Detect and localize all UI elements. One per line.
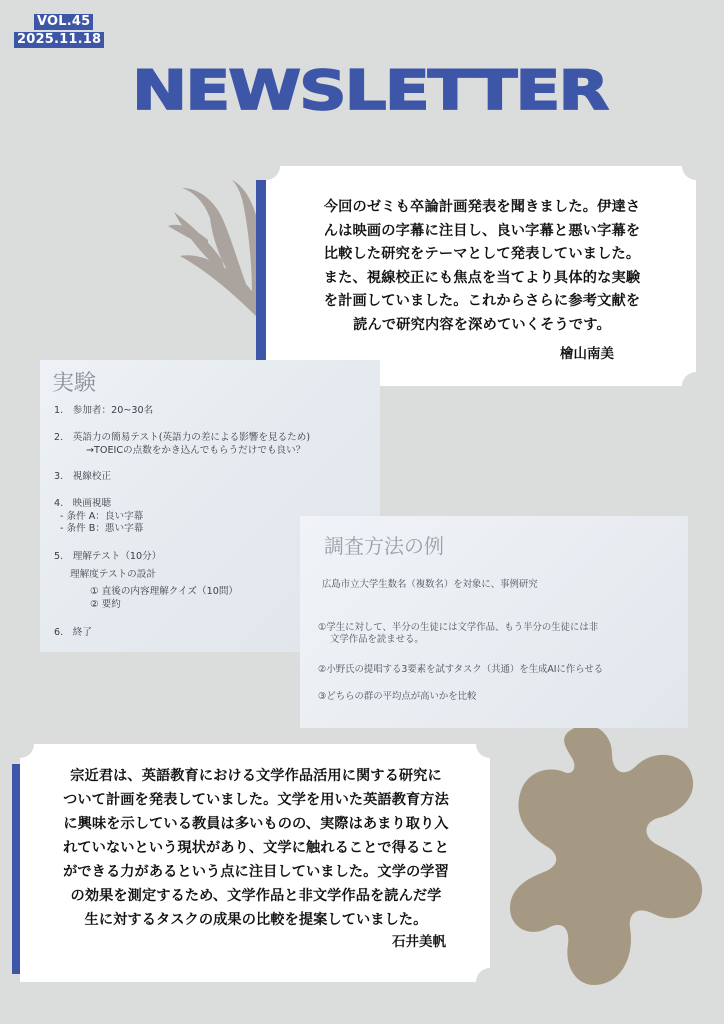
card-corner-notch	[6, 730, 34, 758]
article-2-body	[28, 764, 484, 932]
slide-line: - 条件 A：良い字幕	[60, 511, 144, 522]
issue-info	[14, 14, 102, 50]
slide-photo-survey-method	[300, 516, 688, 728]
article-2-line: に興味を示している教員は多いものの、実際はあまり取り入	[63, 816, 449, 832]
article-1-line: また、視線校正にも焦点を当てより具体的な実験	[323, 269, 641, 286]
article-2-line: 宗近君は、英語教育における文学作品活用に関する研究に	[70, 768, 442, 784]
article-1-line: 今回のゼミも卒論計画発表を聞きました。伊達さ	[323, 199, 641, 215]
slide-line: 3. 視線校正	[54, 471, 112, 482]
slide-line: - 条件 B：悪い字幕	[60, 523, 144, 534]
slide-line: 文学作品を読ませる。	[330, 634, 424, 645]
article-2-line: ついて計画を発表していました。文学を用いた英語教育方法	[63, 792, 449, 808]
card-corner-notch	[252, 152, 280, 180]
article-1-line: を計画していました。これからさらに参考文献を	[323, 293, 641, 309]
slide-line: 6. 終了	[54, 627, 92, 638]
card-corner-notch	[476, 730, 504, 758]
volume-number: VOL.45	[34, 14, 93, 30]
slide-line: 1. 参加者：20~30名	[54, 405, 154, 416]
article-2-line: 生に対するタスクの成果の比較を提案していました。	[84, 912, 428, 928]
issue-date: 2025.11.18	[14, 32, 104, 48]
slide-line: 理解度テストの設計	[70, 569, 156, 580]
article-1-line: 比較した研究をテーマとして発表していました。	[323, 246, 641, 262]
article-2-line: れていないという現状があり、文学に触れることで得ること	[63, 840, 449, 856]
card-corner-notch	[476, 968, 504, 996]
slide-line: →TOEICの点数をかき込んでもらうだけでも良い？	[86, 445, 306, 456]
newsletter-title: NEWSLETTER	[132, 59, 608, 123]
article-2-author: 石井美帆	[392, 934, 446, 950]
article-1-line: 読んで研究内容を深めていくそうです。	[353, 316, 611, 333]
slide-line: 4. 映画視聴	[54, 498, 112, 509]
slide-line: 広島市立大学生数名（複数名）を対象に、事例研究	[322, 579, 538, 590]
card-corner-notch	[682, 372, 710, 400]
blob-decoration	[508, 722, 718, 1002]
slide-title: 調査方法の例	[324, 534, 444, 558]
slide-line: 5. 理解テスト（10分）	[54, 551, 162, 562]
slide-line: ② 要約	[90, 599, 121, 610]
article-1-author: 檜山南美	[560, 346, 614, 362]
slide-line: ① 直後の内容理解クイズ（10問）	[90, 586, 239, 597]
slide-line: ③どちらの群の平均点が高いかを比較	[318, 691, 477, 702]
article-2-line: の効果を測定するため、文学作品と非文学作品を読んだ学	[70, 888, 442, 904]
slide-line: ②小野氏の提唱する3要素を試すタスク（共通）を生成AIに作らせる	[318, 664, 604, 675]
article-1-line: んは映画の字幕に注目し、良い字幕と悪い字幕を	[323, 222, 641, 239]
slide-line: ①学生に対して、半分の生徒には文学作品、もう半分の生徒には非	[318, 622, 599, 633]
slide-title: 実験	[52, 371, 97, 396]
card-corner-notch	[682, 152, 710, 180]
slide-line: 2. 英語力の簡易テスト(英語力の差による影響を見るため)	[54, 432, 311, 443]
article-1-body	[282, 196, 682, 337]
article-2-line: ができる力があるという点に注目していました。文学の学習	[63, 864, 449, 880]
